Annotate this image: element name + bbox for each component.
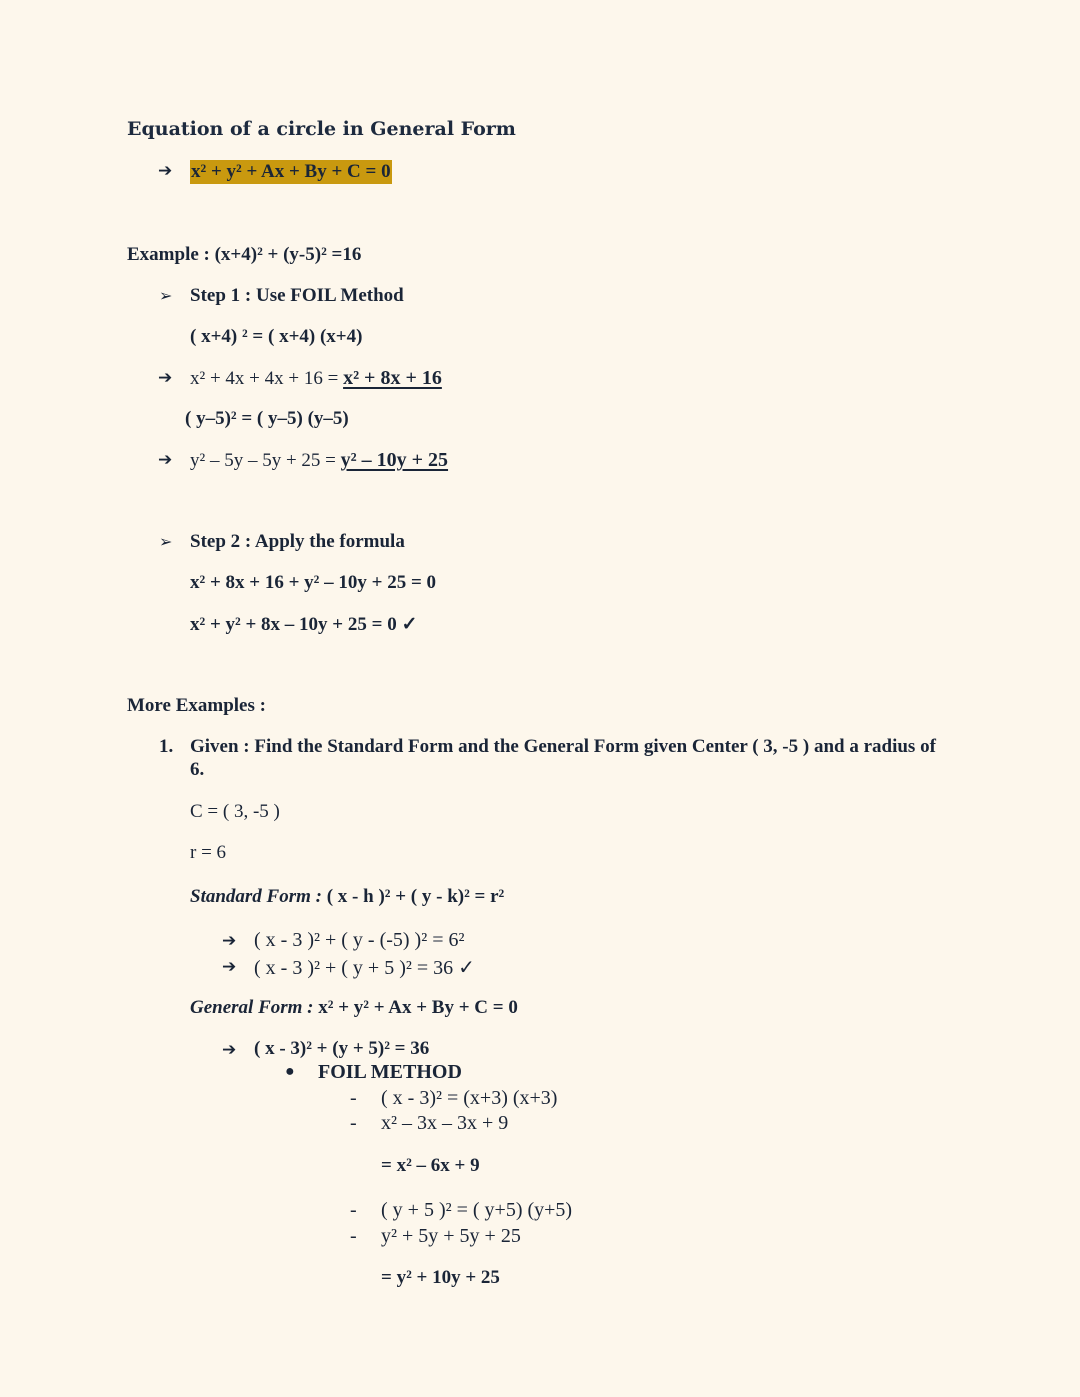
item-number: 1. [159,736,174,757]
page-title: Equation of a circle in General Form [127,118,516,140]
foil-x-line1: ( x - 3)² = (x+3) (x+3) [381,1087,558,1109]
given-line2: 6. [190,759,205,780]
dash-icon: - [350,1112,357,1134]
standard-form [190,886,504,908]
expansion-text: y² – 5y – 5y + 25 = [190,450,341,471]
arrow-icon: ➔ [222,931,237,951]
step1-line4 [190,449,448,472]
arrow-icon: ➔ [222,957,237,977]
dash-icon: - [350,1199,357,1221]
step1-line1: ( x+4) ² = ( x+4) (x+4) [190,326,363,347]
general-form-formula: x² + y² + Ax + By + C = 0 [313,997,518,1018]
bullet-icon: ● [285,1063,295,1080]
foil-x-line2: x² – 3x – 3x + 9 [381,1112,509,1134]
general-form [190,997,518,1019]
step1-title: Step 1 : Use FOIL Method [190,285,404,306]
arrow-icon: ➔ [158,450,173,470]
triangle-bullet-icon: ➢ [159,286,173,305]
highlighted-formula: x² + y² + Ax + By + C = 0 [191,161,391,182]
standard-step-2: ( x - 3 )² + ( y + 5 )² = 36 ✓ [254,957,475,979]
standard-form-label: Standard Form : [190,886,322,907]
expansion-result: x² + 8x + 16 [343,367,442,389]
dash-icon: - [350,1087,357,1109]
step2-line1: x² + 8x + 16 + y² – 10y + 25 = 0 [190,572,437,593]
step2-line2: x² + y² + 8x – 10y + 25 = 0 ✓ [190,614,418,635]
general-form-label: General Form : [190,997,314,1018]
arrow-icon: ➔ [222,1040,237,1060]
foil-x-result: = x² – 6x + 9 [381,1155,480,1176]
expansion-result: y² – 10y + 25 [340,449,449,471]
standard-form-formula: ( x - h )² + ( y - k)² = r² [321,886,505,907]
radius-value: r = 6 [190,842,227,863]
general-form-formula [190,161,392,183]
arrow-icon: ➔ [158,161,173,181]
dash-icon: - [350,1225,357,1247]
general-step: ( x - 3)² + (y + 5)² = 36 [254,1038,430,1059]
standard-step-1: ( x - 3 )² + ( y - (-5) )² = 6² [254,929,465,951]
foil-y-line1: ( y + 5 )² = ( y+5) (y+5) [381,1199,573,1221]
step2-title: Step 2 : Apply the formula [190,531,405,552]
triangle-bullet-icon: ➢ [159,532,173,551]
center-value: C = ( 3, -5 ) [190,801,280,822]
step1-line3: ( y–5)² = ( y–5) (y–5) [185,408,349,429]
step1-line2 [190,367,442,390]
more-examples-title: More Examples : [127,695,266,716]
foil-y-line2: y² + 5y + 5y + 25 [381,1225,521,1247]
foil-y-result: = y² + 10y + 25 [381,1267,500,1288]
example-label: Example : (x+4)² + (y-5)² =16 [127,244,362,265]
foil-title: FOIL METHOD [318,1061,462,1083]
expansion-text: x² + 4x + 4x + 16 = [190,368,344,389]
arrow-icon: ➔ [158,368,173,388]
given-line1: Given : Find the Standard Form and the General Form given Center ( 3, -5 ) and a radius of [190,736,936,757]
